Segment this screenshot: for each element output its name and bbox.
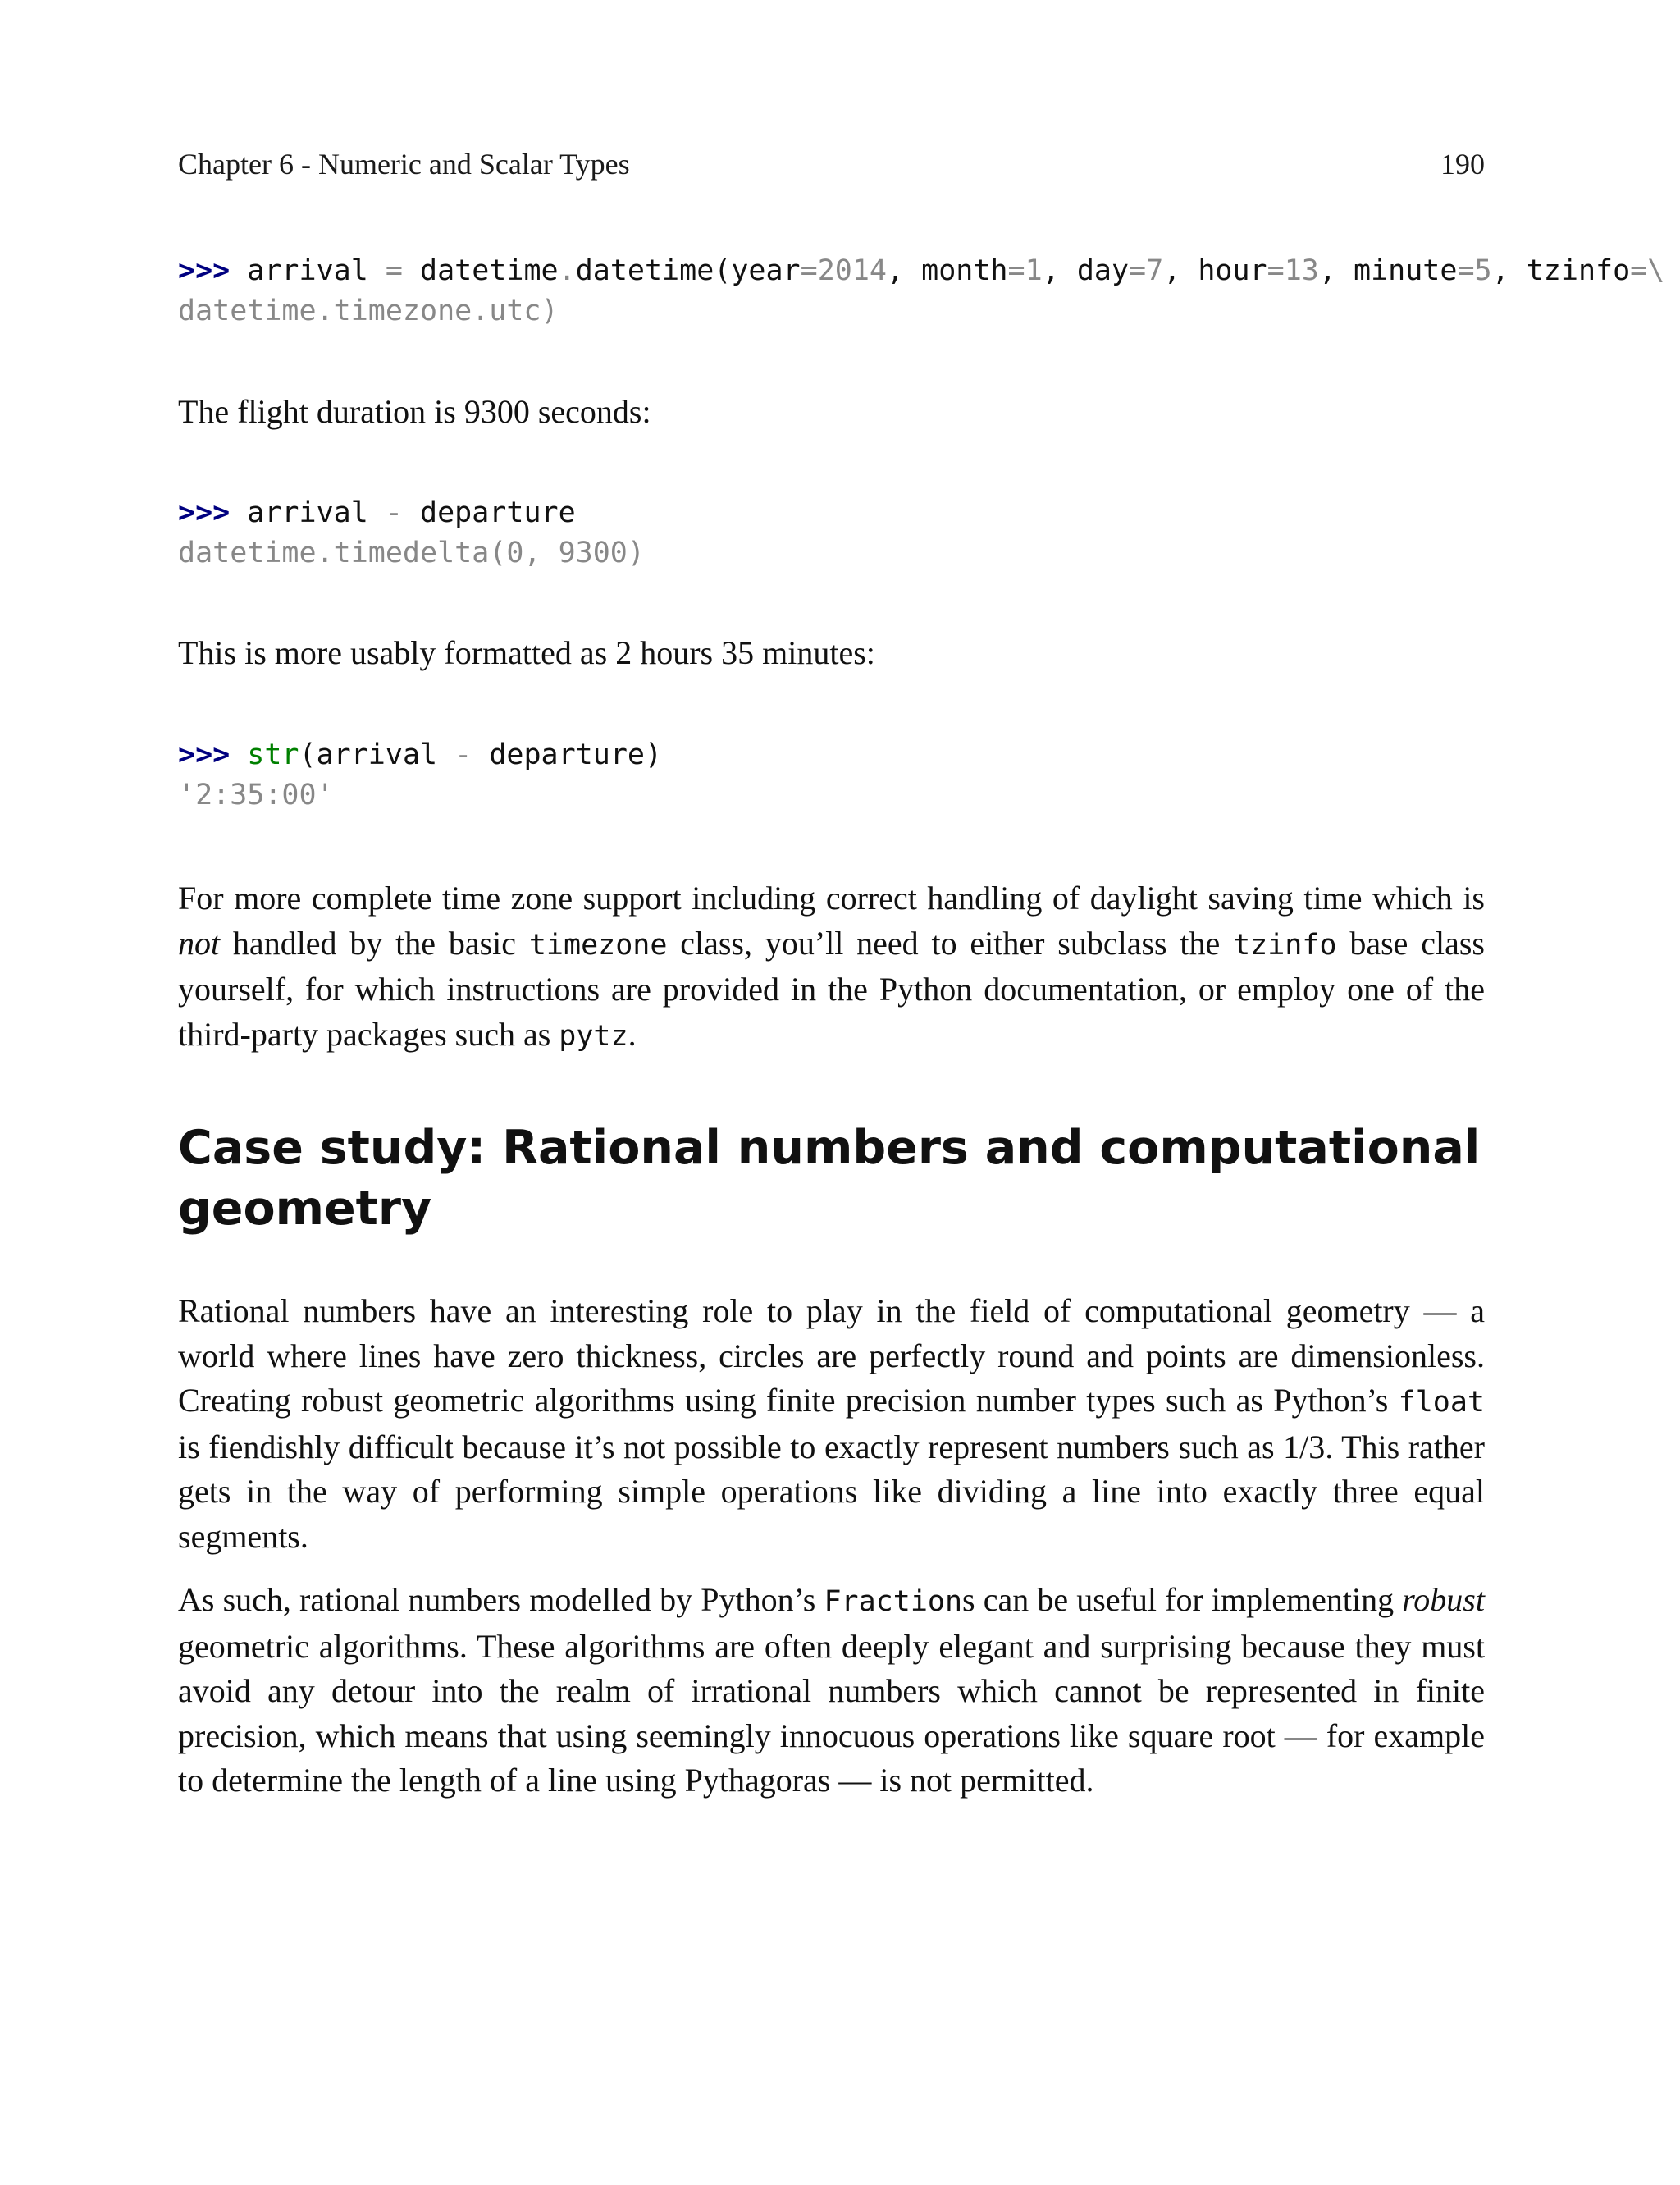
code-token: , day — [1042, 254, 1130, 287]
text-run: geometric algorithms. These algorithms are often deeply elegant and surprising because they must avoid any detour into the realm of irrational numbers which cannot be represented in finite precision, which means that using seemingly innocuous operations like square root — for example to determine the length of a line using Pythagoras — is not permitted. — [178, 1627, 1485, 1799]
code-block-arrival — [178, 251, 1664, 331]
code-token: , month — [887, 254, 1008, 287]
paragraph-flight-duration: The flight duration is 9300 seconds: — [178, 393, 651, 430]
code-number: 13 — [1284, 254, 1319, 287]
code-output: '2:35:00' — [178, 779, 334, 811]
repl-prompt: >>> — [178, 254, 231, 287]
code-token: , tzinfo — [1491, 254, 1631, 287]
page-number: 190 — [1440, 148, 1485, 181]
inline-code: timezone — [528, 928, 668, 962]
emphasis: robust — [1402, 1581, 1485, 1618]
code-number: 7 — [1146, 254, 1164, 287]
text-run: is fiendishly difficult because it’s not possible to exactly represent numbers such as 1/3. This rather gets in the way of performing simple operations like dividing a line into exactly three equal segments. — [178, 1428, 1485, 1555]
code-operator: = — [800, 254, 818, 287]
text-run: class, you’ll need to either subclass the — [667, 924, 1234, 962]
inline-code: Fraction — [824, 1585, 963, 1618]
code-number: 2014 — [817, 254, 887, 287]
code-number: 5 — [1474, 254, 1492, 287]
code-builtin: str — [230, 738, 299, 771]
text-run: s can be useful for implementing — [962, 1581, 1403, 1618]
code-token: arrival — [230, 496, 386, 529]
code-operator: = — [1267, 254, 1285, 287]
code-token: departure) — [472, 738, 663, 771]
code-token: departure — [402, 496, 576, 529]
text-run: As such, rational numbers modelled by Python’s — [178, 1581, 824, 1618]
paragraph-formatted: This is more usably formatted as 2 hours 35 minutes: — [178, 634, 875, 671]
code-operator: = — [1457, 254, 1475, 287]
emphasis: not — [178, 924, 221, 962]
inline-code: float — [1398, 1386, 1485, 1419]
code-output: datetime.timedelta(0, 9300) — [178, 537, 645, 569]
code-operator: = — [1007, 254, 1025, 287]
repl-prompt: >>> — [178, 738, 231, 771]
chapter-header: Chapter 6 - Numeric and Scalar Types — [178, 148, 630, 181]
inline-code: tzinfo — [1233, 928, 1337, 962]
code-operator: = — [1129, 254, 1147, 287]
text-run: For more complete time zone support including correct handling of daylight saving time which is — [178, 880, 1485, 917]
text-run: Rational numbers have an interesting role to play in the field of computational geometry — a world where lines have zero thickness, circles are perfectly round and points are dimensionless. Creating robust geometric algorithms using finite precision number types such as Python’s — [178, 1292, 1485, 1419]
code-block-str — [178, 735, 662, 816]
code-token: datetime(year — [575, 254, 801, 287]
repl-prompt: >>> — [178, 496, 231, 529]
inline-code: pytz — [559, 1019, 628, 1053]
code-output: datetime.timezone.utc) — [178, 295, 559, 327]
code-number: 1 — [1025, 254, 1043, 287]
paragraph-fractions — [178, 1578, 1485, 1803]
text-run: . — [628, 1015, 637, 1053]
code-operator: - — [385, 496, 403, 529]
code-token: , minute — [1318, 254, 1458, 287]
code-token: (arrival — [299, 738, 455, 771]
code-operator: =\ — [1630, 254, 1665, 287]
code-token: datetime — [402, 254, 559, 287]
paragraph-timezone-support — [178, 876, 1485, 1058]
code-token: arrival — [230, 254, 386, 287]
text-run: base class yourself, for which instructions are provided in the Python documentation, or employ one of the third-party packages such as — [178, 924, 1485, 1053]
text-run: handled by the basic — [220, 924, 529, 962]
section-heading: Case study: Rational numbers and computational geometry — [178, 1121, 1481, 1236]
code-token: , hour — [1163, 254, 1267, 287]
paragraph-rational-intro — [178, 1289, 1485, 1559]
code-operator: . — [558, 254, 576, 287]
code-block-timedelta — [178, 493, 645, 574]
code-operator: = — [385, 254, 403, 287]
code-operator: - — [454, 738, 472, 771]
